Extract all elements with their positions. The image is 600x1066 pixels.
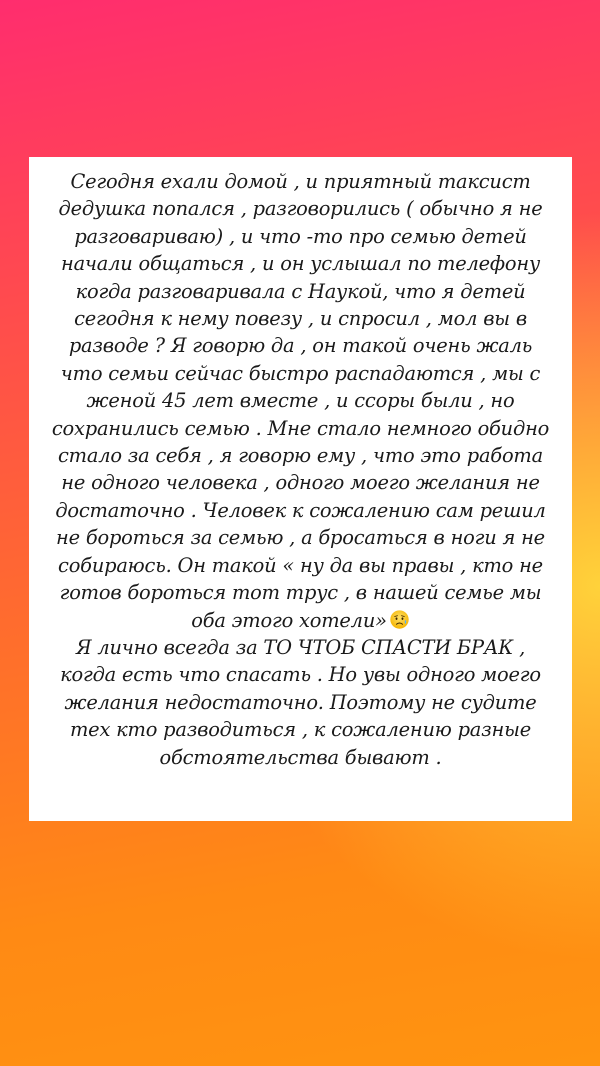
story-line-17-wrap bbox=[39, 607, 562, 634]
story-line-18: Я лично всегда за ТО ЧТОБ СПАСТИ БРАК , bbox=[75, 635, 526, 659]
story-line-9: женой 45 лет вместе , и ссоры были , но bbox=[86, 389, 515, 413]
story-line-17: оба этого хотели» bbox=[191, 608, 387, 632]
story-line-3: разговариваю) , и что -то про семью детей bbox=[74, 224, 527, 248]
story-line-10: сохранились семью . Мне стало немного обидно bbox=[51, 416, 550, 440]
story-line-12: не одного человека , одного моего желания не bbox=[61, 471, 540, 495]
story-line-4: начали общаться , и он услышал по телефону bbox=[61, 252, 540, 276]
story-text-card bbox=[29, 157, 572, 821]
story-line-19: когда есть что спасать . Но увы одного моего bbox=[60, 663, 541, 687]
story-line-7: разводе ? Я говорю да , он такой очень жаль bbox=[68, 334, 533, 358]
story-line-22: обстоятельства бывают . bbox=[159, 745, 442, 769]
story-text bbox=[39, 168, 562, 771]
story-line-21: тех кто разводиться , к сожалению разные bbox=[70, 718, 531, 742]
story-line-11: стало за себя , я говорю ему , что это работа bbox=[58, 444, 543, 468]
story-line-20: желания недостаточно. Поэтому не судите bbox=[64, 690, 537, 714]
story-line-5: когда разговаривала с Наукой, что я детей bbox=[75, 279, 526, 303]
story-line-14: не бороться за семью , а бросаться в ноги я не bbox=[56, 526, 545, 550]
story-line-6: сегодня к нему повезу , и спросил , мол вы в bbox=[74, 307, 527, 331]
story-line-16: готов бороться тот трус , в нашей семье мы bbox=[59, 581, 542, 605]
sad-but-relieved-face-icon bbox=[389, 609, 410, 630]
story-line-1: Сегодня ехали домой , и приятный таксист bbox=[70, 170, 531, 193]
story-line-2: дедушка попался , разговорились ( обычно я не bbox=[58, 197, 543, 221]
story-line-13: достаточно . Человек к сожалению сам решил bbox=[55, 498, 546, 522]
story-line-8: что семьи сейчас быстро распадаются , мы с bbox=[60, 361, 541, 385]
story-line-15: собираюсь. Он такой « ну да вы правы , кто не bbox=[58, 553, 543, 577]
